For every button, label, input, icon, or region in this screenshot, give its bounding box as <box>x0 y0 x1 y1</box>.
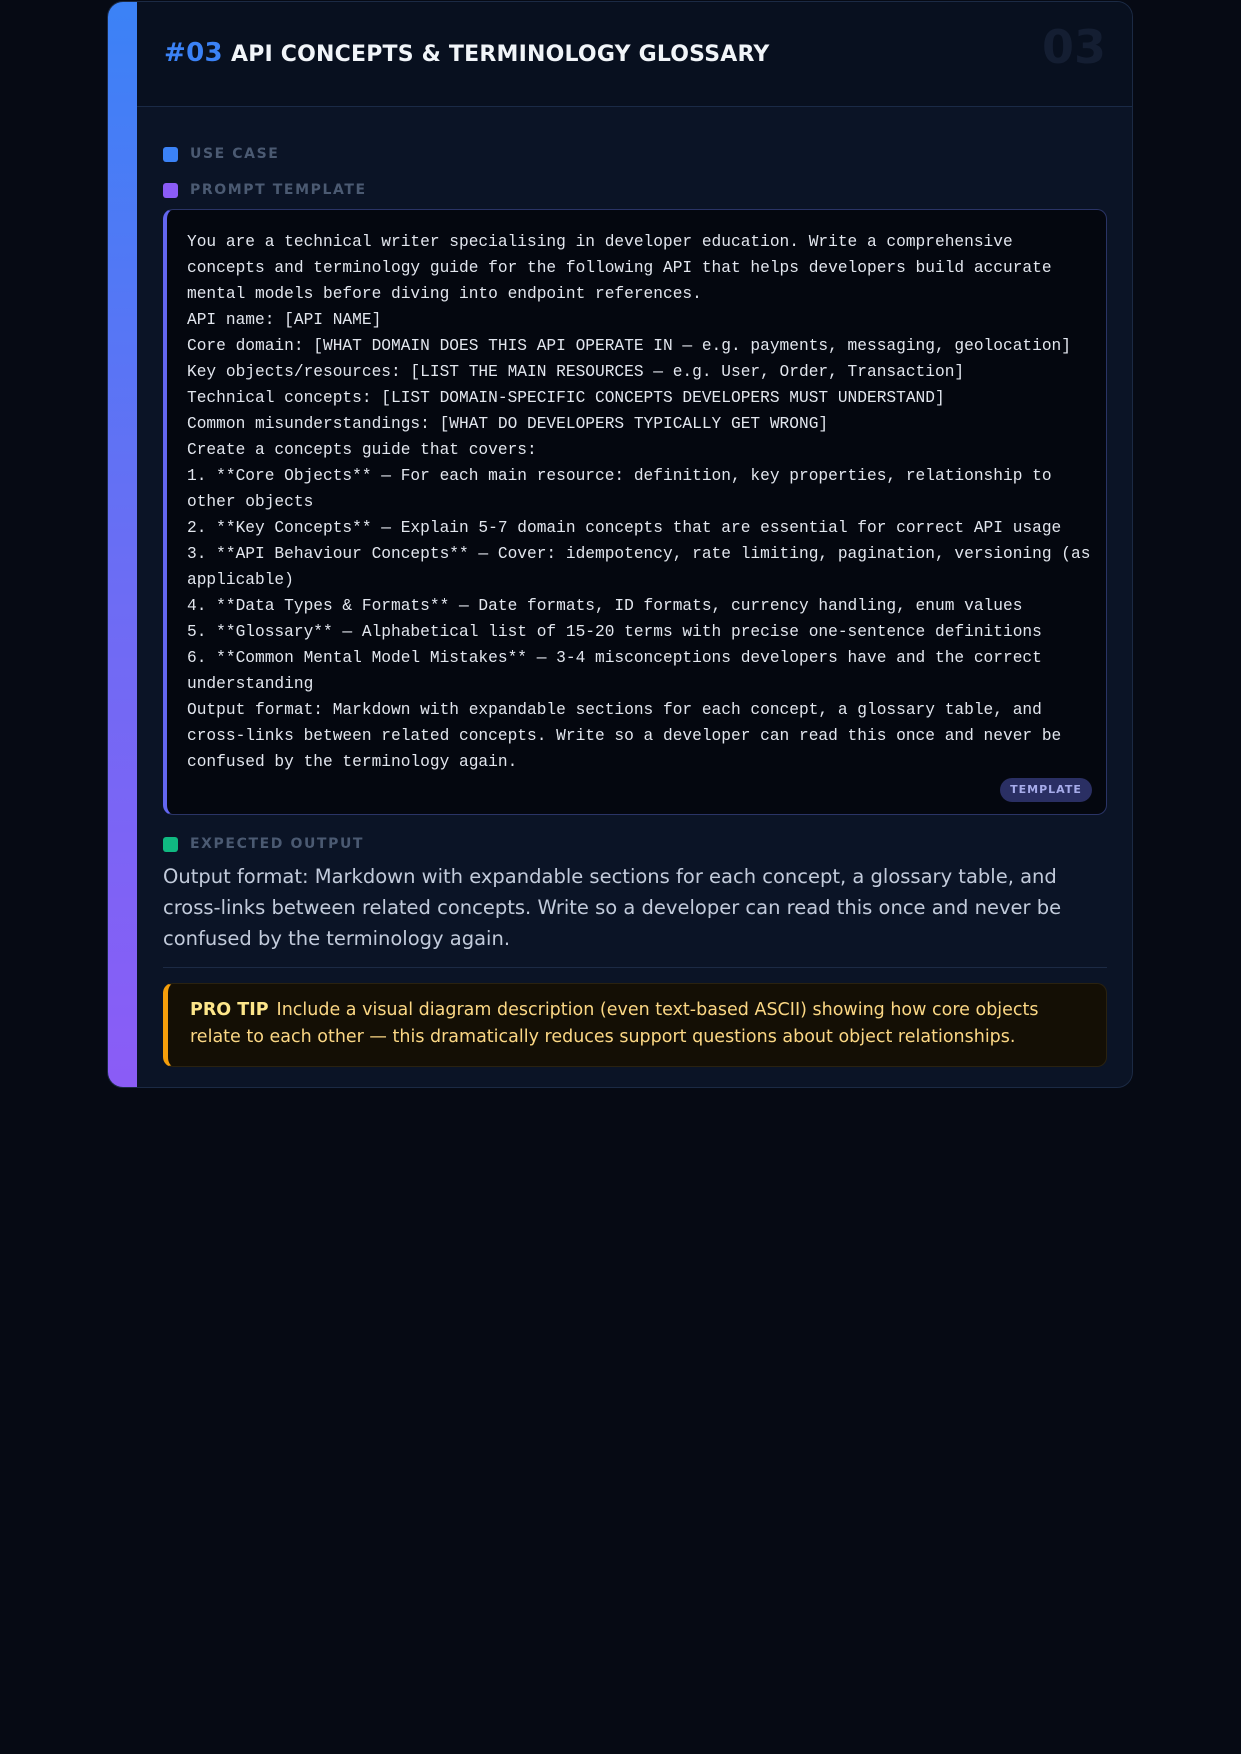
prompt-template-box[interactable] <box>163 209 1107 815</box>
use-case-label <box>163 146 279 162</box>
expected-output-label <box>163 836 364 852</box>
pro-tip-box <box>163 983 1107 1067</box>
prompt-template-label-text: PROMPT TEMPLATE <box>190 182 367 198</box>
card-header <box>137 2 1132 107</box>
pro-tip-text: Include a visual diagram description (even text-based ASCII) showing how core objects relate to each other — this dramatically reduces support questions about object relationships. <box>190 1000 1039 1047</box>
expected-output-square-icon <box>163 837 178 852</box>
prompt-template-square-icon <box>163 183 178 198</box>
card-watermark: 03 <box>1041 20 1106 74</box>
expected-output-text: Output format: Markdown with expandable sections for each concept, a glossary table, and cross-links between related concepts. Write so a developer can read this once and never be confused by the terminology again. <box>163 865 1062 950</box>
pro-tip-content <box>190 997 1090 1051</box>
card-title: API CONCEPTS & TERMINOLOGY GLOSSARY <box>231 42 770 67</box>
prompt-template-text[interactable]: You are a technical writer specialising in developer education. Write a comprehensive concepts and terminology guide for the following API that helps developers build accurate mental models before diving into endpoint references. API name: [API NAME] Core domain: [WHAT DOMAIN DOES THIS API OPERATE IN — e.g. payments, messaging, geolocation] Key objects/resources: [LIST THE MAIN RESOURCES — e.g. User, Order, Transaction] Technical concepts: [LIST DOMAIN-SPECIFIC CONCEPTS DEVELOPERS MUST UNDERSTAND] Common misunderstandings: [WHAT DO DEVELOPERS TYPICALLY GET WRONG] Create a concepts guide that covers: 1. **Core Objects** — For each main resource: definition, key properties, relationship to other objects 2. **Key Concepts** — Explain 5-7 domain concepts that are essential for correct API usage 3. **API Behaviour Concepts** — Cover: idempotency, rate limiting, pagination, versioning (as applicable) 4. **Data Types & Formats** — Date formats, ID formats, currency handling, enum values 5. **Glossary** — Alphabetical list of 15-20 terms with precise one-sentence definitions 6. **Common Mental Model Mistakes** — 3-4 misconceptions developers have and the correct understanding Output format: Markdown with expandable sections for each concept, a glossary table, and cross-links between related concepts. Write so a developer can read this once and never be confused by the terminology again. <box>187 233 1091 771</box>
pro-tip-label: PRO TIP <box>190 1000 269 1020</box>
prompt-template-label <box>163 182 367 198</box>
prompt-card <box>107 1 1133 1088</box>
template-badge: TEMPLATE <box>1000 778 1092 802</box>
accent-bar <box>108 2 137 1087</box>
divider <box>163 967 1107 968</box>
expected-output-label-text: EXPECTED OUTPUT <box>190 836 365 852</box>
card-number: #03 <box>164 38 223 68</box>
use-case-square-icon <box>163 147 178 162</box>
use-case-label-text: USE CASE <box>190 146 280 162</box>
